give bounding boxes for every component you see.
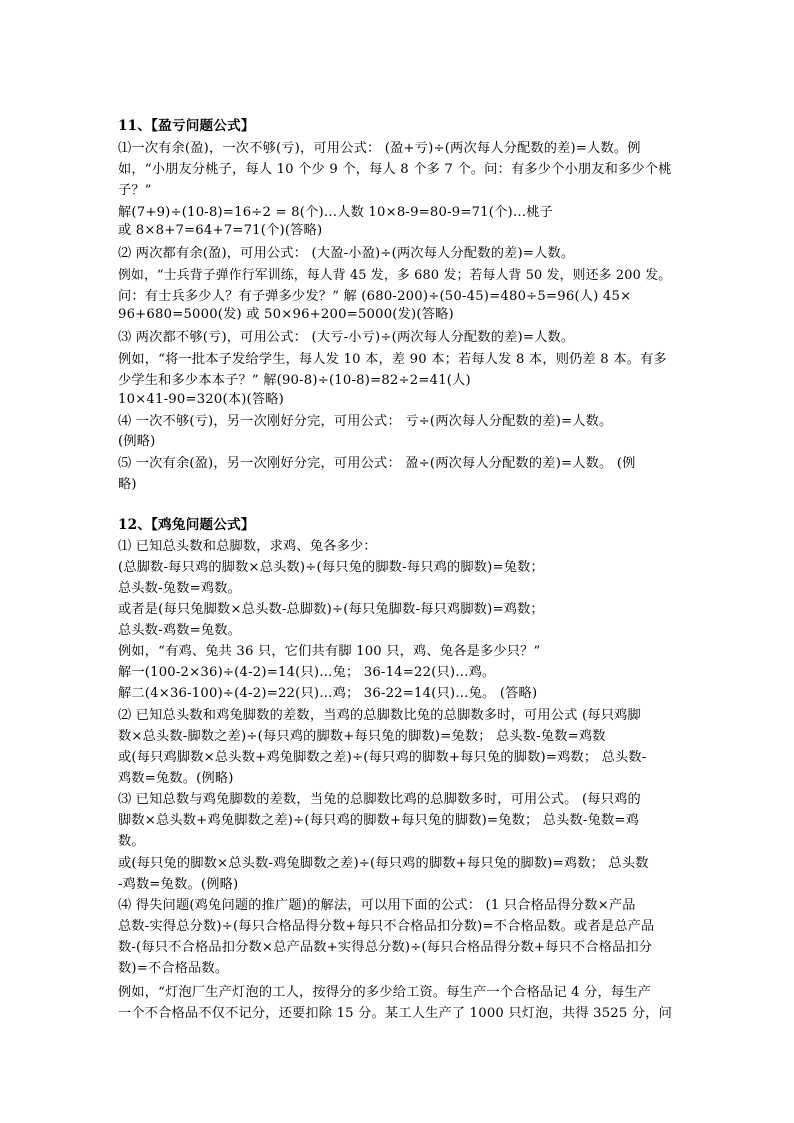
- text-line: 解(7+9)÷(10-8)=16÷2 = 8(个)…人数 10×8-9=80-9=71(个)…桃子: [118, 205, 554, 220]
- text-line: ⑶ 已知总数与鸡兔脚数的差数，当兔的总脚数比鸡的总脚数多时，可用公式。 (每只鸡的: [118, 792, 641, 807]
- text-line: 数-(每只不合格品扣分数×总产品数+实得总分数)÷(每只合格品得分数+每只不合格品扣分: [118, 940, 653, 955]
- text-line: (例略): [118, 434, 156, 449]
- text-line: 问：有士兵多少人？有子弹多少发？” 解 (680-200)÷(50-45)=480÷5=96(人) 45×: [118, 289, 632, 304]
- text-line: 10×41-90=320(本)(答略): [118, 392, 285, 407]
- text-line: 少学生和多少本本子？” 解(90-8)÷(10-8)=82÷2=41(人): [118, 373, 471, 388]
- text-line: -鸡数=兔数。(例略): [118, 877, 239, 892]
- text-line: 数)=不合格品数。: [118, 961, 229, 976]
- text-line: 数×总头数-脚数之差)÷(每只鸡的脚数+每只兔的脚数)=兔数； 总头数-兔数=鸡数: [118, 729, 606, 744]
- text-line: 鸡数=兔数。(例略): [118, 771, 234, 786]
- section-12-heading: 12、【鸡兔问题公式】: [118, 517, 255, 533]
- text-line: 一个不合格品不仅不记分，还要扣除 15 分。某工人生产了 1000 只灯泡，共得 3525 分，问: [118, 1006, 673, 1021]
- text-line: ⑷ 得失问题(鸡兔问题的推广题)的解法，可以用下面的公式： (1 只合格品得分数×产品: [118, 898, 636, 913]
- text-line: 解一(100-2×36)÷(4-2)=14(只)…兔； 36-14=22(只)…鸡。: [118, 665, 496, 680]
- text-line: ⑷ 一次不够(亏)，另一次刚好分完，可用公式： 亏÷(两次每人分配数的差)=人数。: [118, 414, 613, 429]
- text-line: ⑵ 已知总头数和鸡兔脚数的差数，当鸡的总脚数比兔的总脚数多时，可用公式 (每只鸡脚: [118, 708, 641, 723]
- text-line: 例如，“士兵背子弹作行军训练，每人背 45 发，多 680 发；若每人背 50 发，则还多 200 发。: [118, 268, 672, 283]
- text-line: ⑸ 一次有余(盈)，另一次刚好分完，可用公式： 盈÷(两次每人分配数的差)=人数。 (例: [118, 456, 636, 471]
- text-line: (总脚数-每只鸡的脚数×总头数)÷(每只兔的脚数-每只鸡的脚数)=兔数；: [118, 560, 544, 575]
- text-line: 96+680=5000(发) 或 50×96+200=5000(发)(答略): [118, 307, 454, 322]
- text-line: 数。: [118, 834, 145, 849]
- text-line: 例如，“将一批本子发给学生，每人发 10 本，差 90 本；若每人发 8 本，则仍差 8 本。有多: [118, 352, 667, 367]
- text-line: 例如，“灯泡厂生产灯泡的工人，按得分的多少给工资。每生产一个合格品记 4 分，每生产: [118, 985, 652, 1000]
- text-line: 或(每只鸡脚数×总头数+鸡兔脚数之差)÷(每只鸡的脚数+每只兔的脚数)=鸡数； 总头数-: [118, 750, 647, 765]
- text-line: 例如，“有鸡、兔共 36 只，它们共有脚 100 只，鸡、兔各是多少只？”: [118, 644, 541, 659]
- text-line: 解二(4×36-100)÷(4-2)=22(只)…鸡； 36-22=14(只)…兔。 (答略): [118, 686, 538, 701]
- text-line: 如，“小朋友分桃子，每人 10 个少 9 个，每人 8 个多 7 个。问：有多少个小朋友和多少个桃: [118, 162, 672, 177]
- text-line: ⑶ 两次都不够(亏)，可用公式： (大亏-小亏)÷(两次每人分配数的差)=人数。: [118, 330, 575, 345]
- text-line: ⑵ 两次都有余(盈)，可用公式： (大盈-小盈)÷(两次每人分配数的差)=人数。: [118, 246, 575, 261]
- text-line: 总头数-兔数=鸡数。: [118, 581, 242, 596]
- text-line: ⑴一次有余(盈)，一次不够(亏)，可用公式： (盈+亏)÷(两次每人分配数的差)=人数。例: [118, 141, 641, 156]
- text-line: 总数-实得总分数)÷(每只合格品得分数+每只不合格品扣分数)=不合格品数。或者是总产品: [118, 919, 655, 934]
- text-line: 脚数×总头数+鸡兔脚数之差)÷(每只鸡的脚数+每只兔的脚数)=兔数； 总头数-兔数=鸡: [118, 813, 639, 828]
- text-line: ⑴ 已知总头数和总脚数，求鸡、兔各多少：: [118, 539, 377, 554]
- text-line: 总头数-鸡数=兔数。: [118, 623, 242, 638]
- text-line: 子？”: [118, 183, 152, 198]
- text-line: 或者是(每只兔脚数×总头数-总脚数)÷(每只兔脚数-每只鸡脚数)=鸡数；: [118, 602, 544, 617]
- text-line: 或 8×8+7=64+7=71(个)(答略): [118, 223, 323, 238]
- section-11-heading: 11、【盈亏问题公式】: [118, 118, 255, 134]
- text-line: 或(每只兔的脚数×总头数-鸡兔脚数之差)÷(每只鸡的脚数+每只兔的脚数)=鸡数； 总头数: [118, 856, 649, 871]
- text-line: 略): [118, 477, 137, 492]
